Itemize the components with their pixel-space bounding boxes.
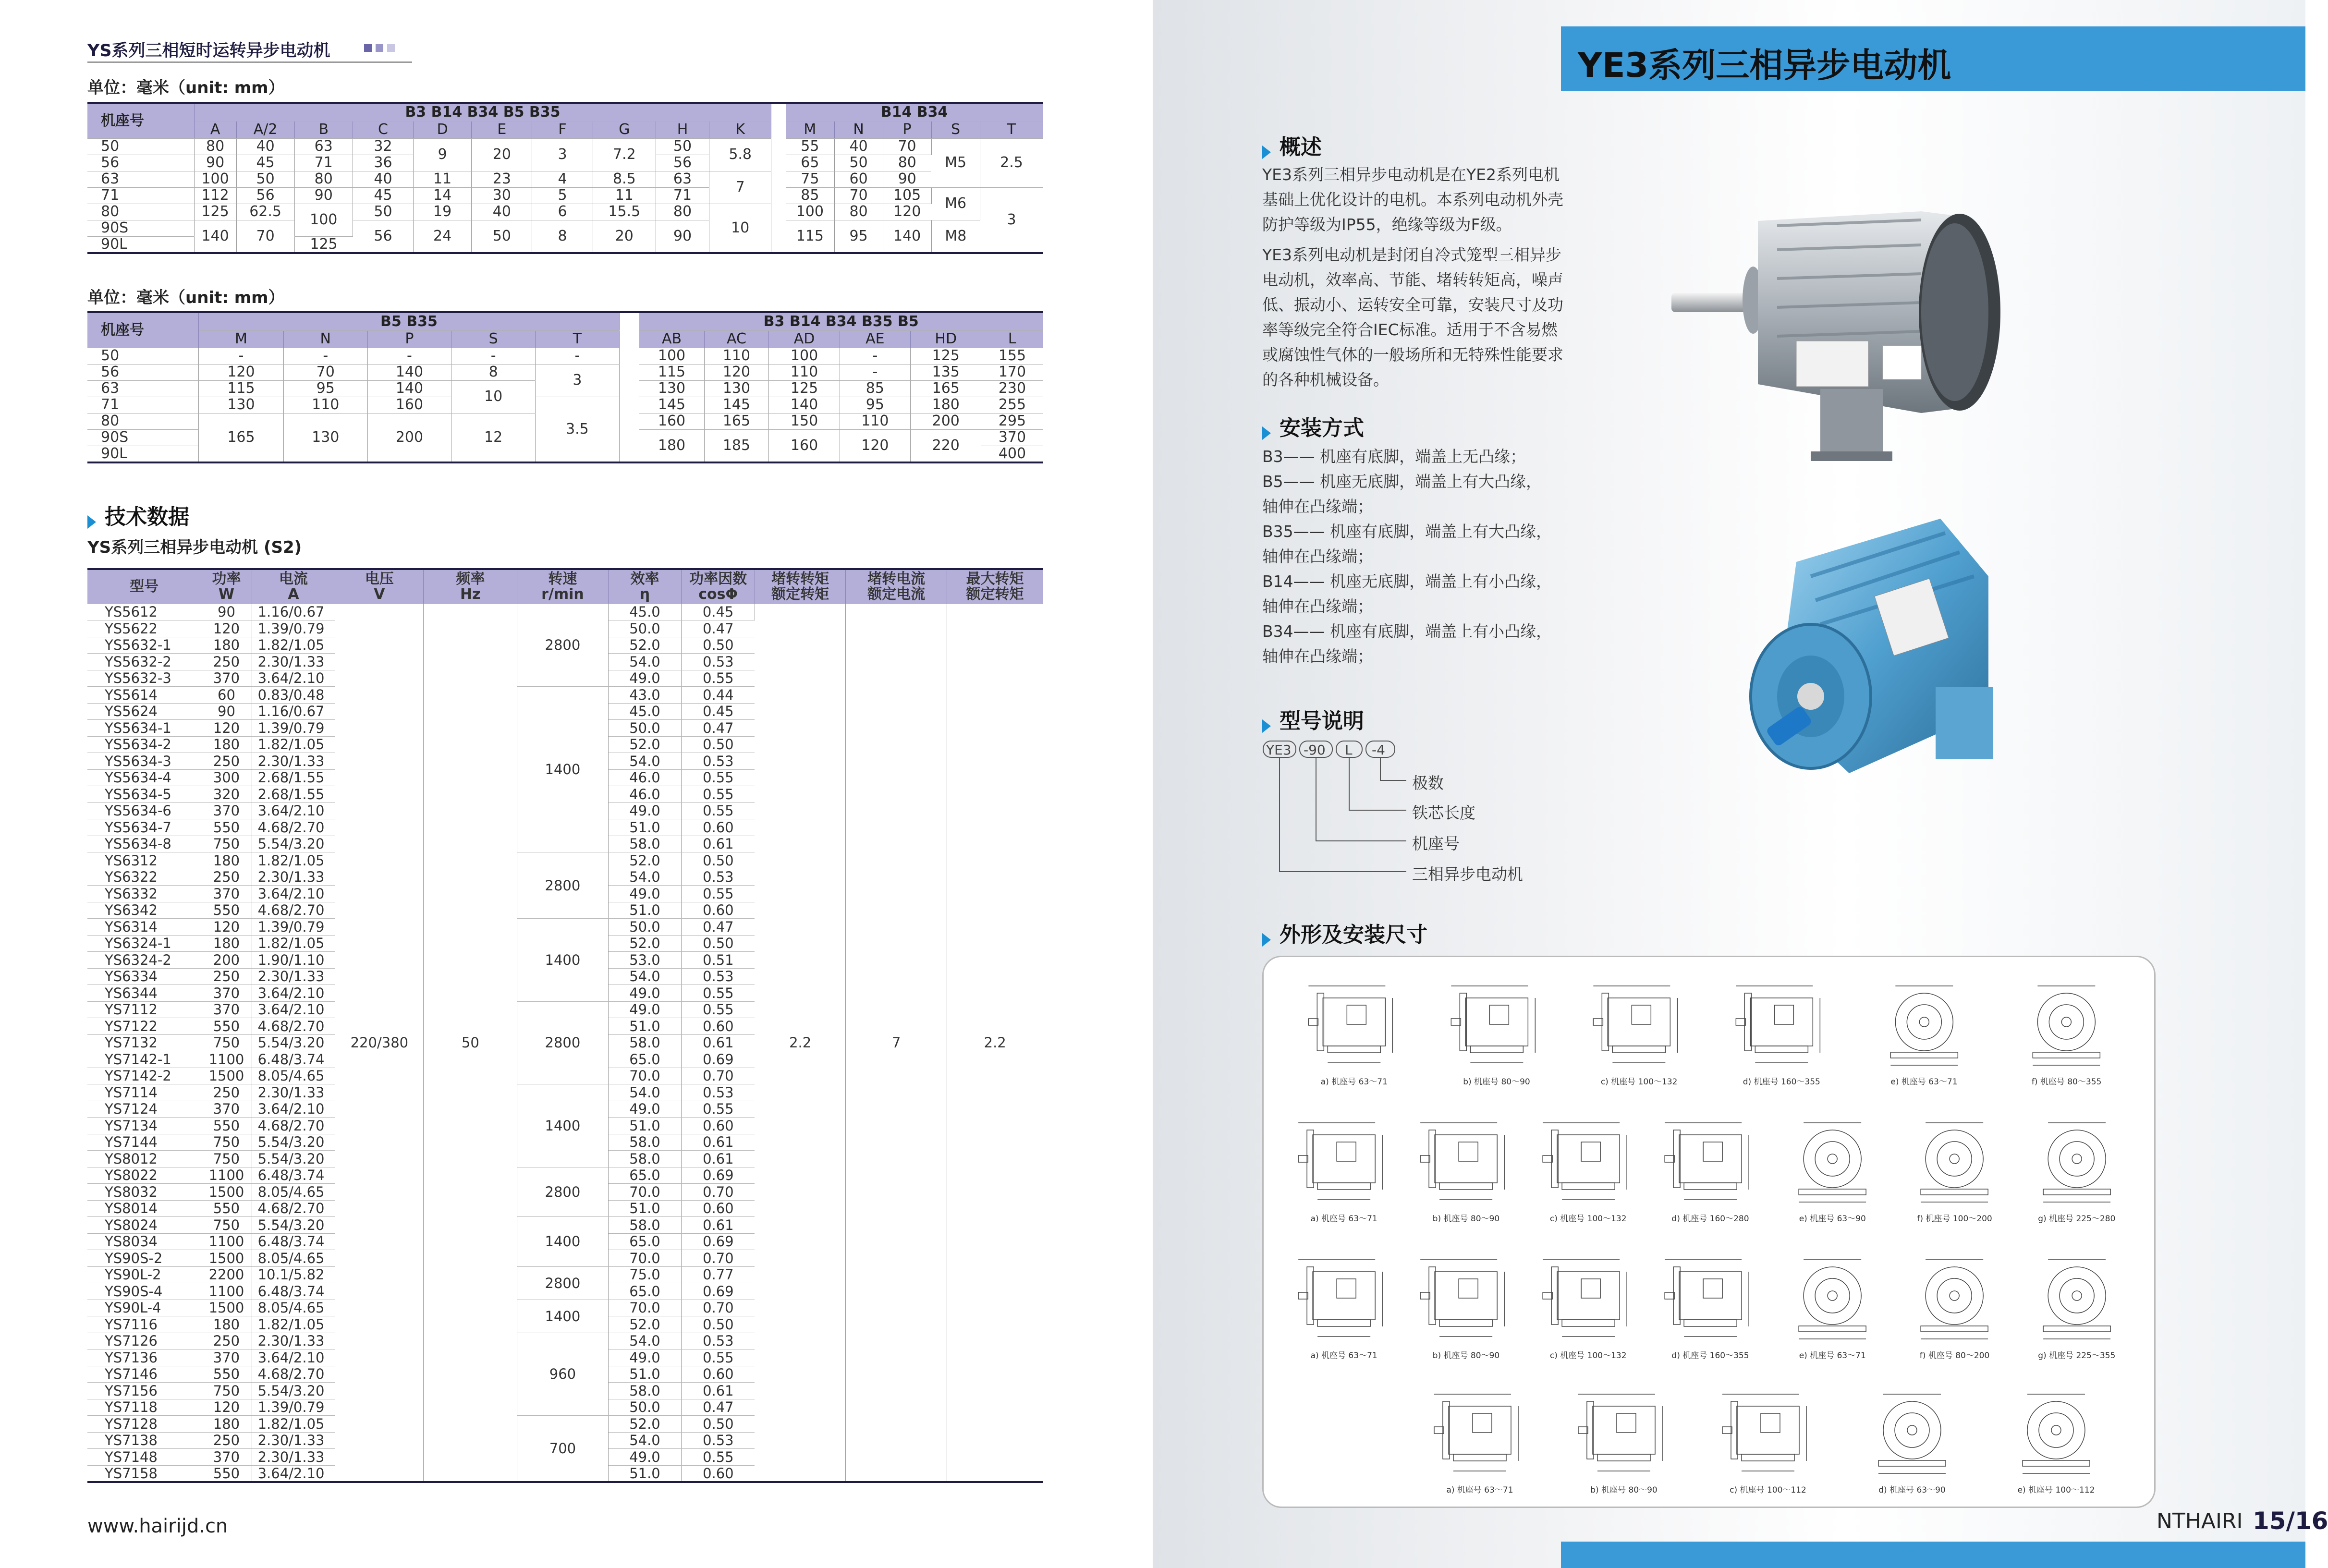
- dimension-drawing: [1283, 1113, 1405, 1228]
- tech-header: 堵转电流 额定电流: [846, 569, 947, 604]
- table-row: YS8024 750 5.54/3.20 1400 58.0 0.61: [87, 1217, 1043, 1234]
- mounting-list: [1262, 444, 1570, 669]
- motor-outline-drawing: [1893, 1113, 2015, 1209]
- table-row: YS5634-5 320 2.68/1.55 46.0 0.55: [87, 786, 1043, 803]
- table-row: 71 130 110 160 3.5 145 145 140 95 180 255: [87, 397, 1043, 413]
- t2-col: AC: [704, 330, 769, 348]
- motor-outline-drawing: [1710, 976, 1853, 1072]
- motor-outline-drawing: [2016, 1113, 2138, 1209]
- table-row: 90L 125: [87, 236, 1043, 253]
- motor-outline-drawing: [1649, 1113, 1771, 1209]
- table-row: YS7116 180 1.82/1.05 52.0 0.50: [87, 1316, 1043, 1333]
- t1-col: S: [931, 121, 980, 138]
- drawing-caption: a) 机座号 63～71: [1310, 1214, 1377, 1224]
- t1-col: N: [834, 121, 883, 138]
- tech-header: 型号: [87, 569, 201, 604]
- motor-outline-drawing: [1405, 1113, 1527, 1209]
- table-row: YS5634-6 370 3.64/2.10 49.0 0.55: [87, 802, 1043, 819]
- t2-col: P: [367, 330, 451, 348]
- motor-outline-drawing: [1283, 1113, 1405, 1209]
- dimension-drawing: [1893, 1250, 2015, 1365]
- website: www.hairijd.cn: [87, 1515, 228, 1537]
- table-row: YS5634-3 250 2.30/1.33 54.0 0.53: [87, 753, 1043, 770]
- table-row: 90S 140 70 56 24 50 8 20 90 115 95 140 M8: [87, 220, 1043, 236]
- drawing-caption: c) 机座号 100～112: [1730, 1485, 1806, 1495]
- table-row: YS7142-1 1100 6.48/3.74 65.0 0.69: [87, 1051, 1043, 1068]
- drawing-caption: f) 机座号 80～355: [2031, 1077, 2102, 1087]
- t2-col: AB: [639, 330, 704, 348]
- triangle-bullet-icon: [1262, 719, 1271, 733]
- motor-outline-drawing: [2016, 1250, 2138, 1346]
- drawing-caption: e) 机座号 63～90: [1799, 1214, 1866, 1224]
- motor-outline-drawing: [1527, 1113, 1649, 1209]
- t1-col: A: [194, 121, 236, 138]
- t1-col: G: [593, 121, 656, 138]
- t2-group-b: B3 B14 B34 B35 B5: [639, 312, 1043, 330]
- motor-outline-drawing: [1283, 1250, 1405, 1346]
- drawing-caption: e) 机座号 63～71: [1890, 1077, 1958, 1087]
- dimension-drawing: [2016, 1113, 2138, 1228]
- motor-outline-drawing: [1552, 1385, 1696, 1481]
- drawing-row-4: [1408, 1385, 2128, 1500]
- tech-header: 功率因数 cosΦ: [682, 569, 755, 604]
- triangle-bullet-icon: [1262, 146, 1271, 159]
- motor-outline-drawing: [1696, 1385, 1840, 1481]
- t1-col: F: [532, 121, 593, 138]
- dimension-drawing: [1527, 1250, 1649, 1365]
- table-row: YS5624 90 1.16/0.67 45.0 0.45: [87, 703, 1043, 720]
- drawing-caption: f) 机座号 80～200: [1919, 1351, 1990, 1361]
- dimension-drawing: [1771, 1113, 1893, 1228]
- table-row: 71 112 56 90 45 14 30 5 11 71 85 70 105 M6 3: [87, 187, 1043, 204]
- model-part: L: [1345, 742, 1353, 758]
- drawing-caption: a) 机座号 63～71: [1320, 1077, 1388, 1087]
- table-row: YS8012 750 5.54/3.20 58.0 0.61: [87, 1151, 1043, 1167]
- drawing-caption: g) 机座号 225～280: [2038, 1214, 2116, 1224]
- table-row: YS7136 370 3.64/2.10 49.0 0.55: [87, 1349, 1043, 1366]
- drawing-caption: d) 机座号 63～90: [1878, 1485, 1946, 1495]
- table-row: YS6334 250 2.30/1.33 54.0 0.53: [87, 968, 1043, 985]
- table-row: YS7146 550 4.68/2.70 51.0 0.60: [87, 1366, 1043, 1383]
- t1-col: T: [980, 121, 1043, 138]
- table-row: YS6324-2 200 1.90/1.10 53.0 0.51: [87, 952, 1043, 969]
- drawing-caption: c) 机座号 100～132: [1600, 1077, 1678, 1087]
- tech-header: 电压 V: [335, 569, 424, 604]
- table-row: YS6322 250 2.30/1.33 54.0 0.53: [87, 869, 1043, 886]
- list-item: 轴伸在凸缘端；: [1262, 597, 1373, 616]
- table-row: YS7142-2 1500 8.05/4.65 70.0 0.70: [87, 1068, 1043, 1084]
- table-row: YS7128 180 1.82/1.05 700 52.0 0.50: [87, 1416, 1043, 1433]
- motor-outline-drawing: [1893, 1250, 2015, 1346]
- table-row: YS7114 250 2.30/1.33 1400 54.0 0.53: [87, 1084, 1043, 1101]
- drawing-caption: g) 机座号 225～355: [2038, 1351, 2116, 1361]
- t2-seat-header: 机座号: [87, 312, 199, 348]
- motor-outline-drawing: [1840, 1385, 1984, 1481]
- t2-col: M: [199, 330, 284, 348]
- drawing-caption: e) 机座号 100～112: [2017, 1485, 2095, 1495]
- table-row: YS6324-1 180 1.82/1.05 52.0 0.50: [87, 935, 1043, 952]
- table-row: 80 125 62.5 100 50 19 40 6 15.5 80 10 100 80 120: [87, 204, 1043, 220]
- model-part: YE3: [1266, 742, 1292, 758]
- tech-table: [87, 568, 1043, 1483]
- table-row: 63 115 95 140 10 130 130 125 85 165 230: [87, 380, 1043, 397]
- table1: [87, 102, 1043, 254]
- table-row: YS7156 750 5.54/3.20 58.0 0.61: [87, 1383, 1043, 1399]
- table-row: YS5632-2 250 2.30/1.33 54.0 0.53: [87, 654, 1043, 670]
- table-row: YS8032 1500 8.05/4.65 70.0 0.70: [87, 1184, 1043, 1201]
- overview-p1: YE3系列三相异步电动机是在YE2系列电机基础上优化设计的电机。本系列电动机外壳防护等级为IP55，绝缘等级为F级。: [1262, 165, 1563, 234]
- table-row: YS6332 370 3.64/2.10 49.0 0.55: [87, 886, 1043, 902]
- drawing-row-2: [1283, 1113, 2138, 1228]
- tech-header: 电流 A: [252, 569, 335, 604]
- motor-outline-drawing: [1649, 1250, 1771, 1346]
- table-row: YS6314 120 1.39/0.79 1400 50.0 0.47: [87, 919, 1043, 936]
- motor-photo-blue: [1739, 504, 2008, 812]
- motor-photo-grey: [1671, 182, 2017, 471]
- table1-title: YS系列三相短时运转异步电动机: [87, 41, 330, 61]
- t1-col: K: [709, 121, 771, 138]
- t1-group-b: B14 B34: [786, 103, 1043, 121]
- table-row: YS90L-2 2200 10.1/5.82 2800 75.0 0.77: [87, 1266, 1043, 1283]
- t1-col: C: [353, 121, 413, 138]
- drawing-caption: a) 机座号 63～71: [1446, 1485, 1513, 1495]
- table-row: YS6344 370 3.64/2.10 49.0 0.55: [87, 985, 1043, 1002]
- t1-group-a: B3 B14 B34 B5 B35: [194, 103, 771, 121]
- motor-outline-drawing: [1984, 1385, 2128, 1481]
- table-row: YS7118 120 1.39/0.79 50.0 0.47: [87, 1399, 1043, 1416]
- drawing-caption: b) 机座号 80～90: [1590, 1485, 1658, 1495]
- list-item: 轴伸在凸缘端；: [1262, 647, 1373, 666]
- tech-section-heading: 技术数据: [87, 499, 189, 530]
- table-row: YS7132 750 5.54/3.20 58.0 0.61: [87, 1034, 1043, 1051]
- table-row: YS5632-1 180 1.82/1.05 52.0 0.50: [87, 637, 1043, 654]
- title-squares: [364, 44, 395, 54]
- motor-outline-drawing: [1527, 1250, 1649, 1346]
- table-row: YS90S-2 1500 8.05/4.65 70.0 0.70: [87, 1250, 1043, 1267]
- mounting-heading: 安装方式: [1262, 411, 1364, 441]
- dimension-drawings-panel: [1262, 956, 2156, 1508]
- table-row: 56 120 70 140 8 3 115 120 110 - 135 170: [87, 364, 1043, 380]
- motor-outline-drawing: [1771, 1113, 1893, 1209]
- t2-col: T: [536, 330, 620, 348]
- dimension-drawing: [1771, 1250, 1893, 1365]
- dimension-drawing: [1995, 976, 2138, 1092]
- dimension-drawing: [1426, 976, 1568, 1092]
- list-item: B14—— 机座无底脚，端盖上有小凸缘，: [1262, 572, 1552, 591]
- table-row: YS5634-8 750 5.54/3.20 58.0 0.61: [87, 836, 1043, 852]
- t2-col: AE: [840, 330, 910, 348]
- brand: NTHAIRI: [2157, 1509, 2243, 1533]
- drawing-caption: f) 机座号 100～200: [1917, 1214, 1992, 1224]
- dimension-drawing: [1405, 1113, 1527, 1228]
- table-row: YS90L-4 1500 8.05/4.65 1400 70.0 0.70: [87, 1300, 1043, 1316]
- triangle-bullet-icon: [87, 515, 96, 529]
- motor-outline-drawing: [1405, 1250, 1527, 1346]
- dimensions-heading: 外形及安装尺寸: [1262, 917, 1427, 948]
- drawing-caption: e) 机座号 63～71: [1799, 1351, 1866, 1361]
- model-label: 机座号: [1412, 834, 1460, 853]
- page-title: YE3系列三相异步电动机: [1578, 46, 1951, 85]
- tech-header: 转速 r/min: [517, 569, 608, 604]
- motor-outline-drawing: [1771, 1250, 1893, 1346]
- title-underline: [87, 61, 412, 63]
- triangle-bullet-icon: [1262, 933, 1271, 947]
- table-row: YS7138 250 2.30/1.33 54.0 0.53: [87, 1432, 1043, 1449]
- table-row: YS5634-4 300 2.68/1.55 46.0 0.55: [87, 769, 1043, 786]
- table-row: YS7144 750 5.54/3.20 58.0 0.61: [87, 1134, 1043, 1151]
- table-row: YS7122 550 4.68/2.70 51.0 0.60: [87, 1018, 1043, 1035]
- dimension-drawing: [1893, 1113, 2015, 1228]
- dimension-drawing: [1649, 1250, 1771, 1365]
- motor-outline-drawing: [1853, 976, 1996, 1072]
- model-diagram: [1262, 737, 1531, 891]
- list-item: B3—— 机座有底脚，端盖上无凸缘；: [1262, 447, 1526, 466]
- list-item: B34—— 机座有底脚，端盖上有小凸缘，: [1262, 622, 1552, 641]
- model-heading: 型号说明: [1262, 704, 1364, 734]
- dimension-drawing: [1710, 976, 1853, 1092]
- table-row: YS8014 550 4.68/2.70 51.0 0.60: [87, 1200, 1043, 1217]
- tech-subtitle: YS系列三相异步电动机 (S2): [87, 538, 302, 557]
- t2-col: AD: [769, 330, 840, 348]
- motor-outline-drawing: [1408, 1385, 1552, 1481]
- model-label: 三相异步电动机: [1412, 865, 1523, 884]
- overview-heading: 概述: [1262, 130, 1322, 160]
- dimension-drawing: [1649, 1113, 1771, 1228]
- table-row: YS7158 550 3.64/2.10 51.0 0.60: [87, 1465, 1043, 1482]
- motor-outline-drawing: [1995, 976, 2138, 1072]
- t2-col: N: [283, 330, 367, 348]
- overview-p2: YE3系列电动机是封闭自冷式笼型三相异步电动机，效率高、节能、堵转转矩高，噪声低、振动小、运转安全可靠，安装尺寸及功率等级完全符合IEC标准。适用于不含易燃或腐蚀性气体的一般场所和无特殊性能要求的各种机械设备。: [1262, 245, 1563, 389]
- t2-col: L: [981, 330, 1043, 348]
- table-row: 80 165 130 200 12 160 165 150 110 200 295: [87, 413, 1043, 429]
- list-item: B35—— 机座有底脚，端盖上有大凸缘，: [1262, 522, 1552, 541]
- drawing-caption: c) 机座号 100～132: [1549, 1214, 1627, 1224]
- drawing-caption: b) 机座号 80～90: [1432, 1214, 1500, 1224]
- dimension-drawing: [1527, 1113, 1649, 1228]
- model-part: -90: [1304, 742, 1326, 758]
- motor-outline-drawing: [1283, 976, 1426, 1072]
- drawing-caption: d) 机座号 160～280: [1671, 1214, 1749, 1224]
- dimension-drawing: [1840, 1385, 1984, 1500]
- table-row: YS5634-7 550 4.68/2.70 51.0 0.60: [87, 819, 1043, 836]
- dimension-drawing: [1984, 1385, 2128, 1500]
- dimension-drawing: [2016, 1250, 2138, 1365]
- table-row: 90S 180 185 160 120 220 370: [87, 429, 1043, 446]
- table-row: YS7134 550 4.68/2.70 51.0 0.60: [87, 1118, 1043, 1134]
- t1-col: A/2: [236, 121, 294, 138]
- right-page: [1153, 0, 2328, 1568]
- table-row: YS8022 1100 6.48/3.74 2800 65.0 0.69: [87, 1167, 1043, 1184]
- t2-group-a: B5 B35: [199, 312, 620, 330]
- table2-unit: 单位：毫米（unit: mm）: [87, 288, 285, 307]
- drawing-caption: b) 机座号 80～90: [1463, 1077, 1530, 1087]
- drawing-caption: b) 机座号 80～90: [1432, 1351, 1500, 1361]
- tech-header: 频率 Hz: [424, 569, 517, 604]
- t1-col: B: [294, 121, 353, 138]
- bottom-bar: [1561, 1542, 2305, 1568]
- t1-col: H: [656, 121, 709, 138]
- table-row: YS5634-1 120 1.39/0.79 50.0 0.47: [87, 720, 1043, 737]
- table-row: 50 - - - - - 100 110 100 - 125 155: [87, 348, 1043, 364]
- dimension-drawing: [1283, 1250, 1405, 1365]
- left-page: [0, 0, 1153, 1568]
- table-row: YS6312 180 1.82/1.05 2800 52.0 0.50: [87, 852, 1043, 869]
- page-numbers: 15/16: [2253, 1507, 2328, 1535]
- table-row: YS7124 370 3.64/2.10 49.0 0.55: [87, 1101, 1043, 1118]
- tech-header: 堵转转矩 额定转矩: [755, 569, 845, 604]
- dimension-drawing: [1696, 1385, 1840, 1500]
- motor-outline-drawing: [1568, 976, 1710, 1072]
- table-row: 50 80 40 63 32 9 20 3 7.2 50 5.8 55 40 70 M5 2.5: [87, 138, 1043, 155]
- table-row: YS6342 550 4.68/2.70 51.0 0.60: [87, 902, 1043, 919]
- model-part: -4: [1372, 742, 1385, 758]
- table-row: YS90S-4 1100 6.48/3.74 65.0 0.69: [87, 1283, 1043, 1300]
- tech-header: 功率 W: [201, 569, 252, 604]
- dimension-drawing: [1568, 976, 1710, 1092]
- drawing-caption: d) 机座号 160～355: [1671, 1351, 1749, 1361]
- list-item: 轴伸在凸缘端；: [1262, 497, 1373, 516]
- table-row: 63 100 50 80 40 11 23 4 8.5 63 7 75 60 90: [87, 171, 1043, 187]
- table-row: YS7112 370 3.64/2.10 2800 49.0 0.55: [87, 1001, 1043, 1018]
- drawing-row-1: [1283, 976, 2138, 1092]
- table-row: YS7148 370 2.30/1.33 49.0 0.55: [87, 1449, 1043, 1466]
- table-row: 56 90 45 71 36 56 65 50 80: [87, 155, 1043, 171]
- table-row: YS5622 120 1.39/0.79 50.0 0.47: [87, 620, 1043, 637]
- table-row: YS8034 1100 6.48/3.74 65.0 0.69: [87, 1233, 1043, 1250]
- triangle-bullet-icon: [1262, 426, 1271, 440]
- motor-outline-drawing: [1426, 976, 1568, 1072]
- drawing-caption: a) 机座号 63～71: [1310, 1351, 1377, 1361]
- drawing-caption: d) 机座号 160～355: [1743, 1077, 1820, 1087]
- model-label: 极数: [1412, 774, 1444, 792]
- list-item: 轴伸在凸缘端；: [1262, 547, 1373, 566]
- table2: [87, 311, 1043, 463]
- t1-col: E: [472, 121, 532, 138]
- table-row: YS5632-3 370 3.64/2.10 49.0 0.55: [87, 670, 1043, 687]
- table-row: YS7126 250 2.30/1.33 960 54.0 0.53: [87, 1333, 1043, 1349]
- t1-col: D: [414, 121, 472, 138]
- drawing-caption: c) 机座号 100～132: [1549, 1351, 1627, 1361]
- table1-unit: 单位：毫米（unit: mm）: [87, 78, 285, 97]
- tech-header: 效率 η: [608, 569, 682, 604]
- t2-col: HD: [911, 330, 981, 348]
- table-row: 90L 400: [87, 446, 1043, 462]
- table-row: YS5634-2 180 1.82/1.05 52.0 0.50: [87, 736, 1043, 753]
- dimension-drawing: [1408, 1385, 1552, 1500]
- t1-seat-header: 机座号: [87, 103, 194, 138]
- t1-col: M: [786, 121, 834, 138]
- t2-col: S: [451, 330, 536, 348]
- list-item: B5—— 机座无底脚，端盖上有大凸缘，: [1262, 472, 1542, 491]
- dimension-drawing: [1853, 976, 1996, 1092]
- table-row: YS5612 90 1.16/0.67 220/380 50 2800 45.0 0.45 2.2 7 2.2: [87, 604, 1043, 620]
- tech-header: 最大转矩 额定转矩: [947, 569, 1043, 604]
- dimension-drawing: [1552, 1385, 1696, 1500]
- dimension-drawing: [1283, 976, 1426, 1092]
- table-row: YS5614 60 0.83/0.48 1400 43.0 0.44: [87, 687, 1043, 704]
- dimension-drawing: [1405, 1250, 1527, 1365]
- drawing-row-3: [1283, 1250, 2138, 1365]
- t1-col: P: [883, 121, 931, 138]
- model-label: 铁芯长度: [1412, 803, 1475, 822]
